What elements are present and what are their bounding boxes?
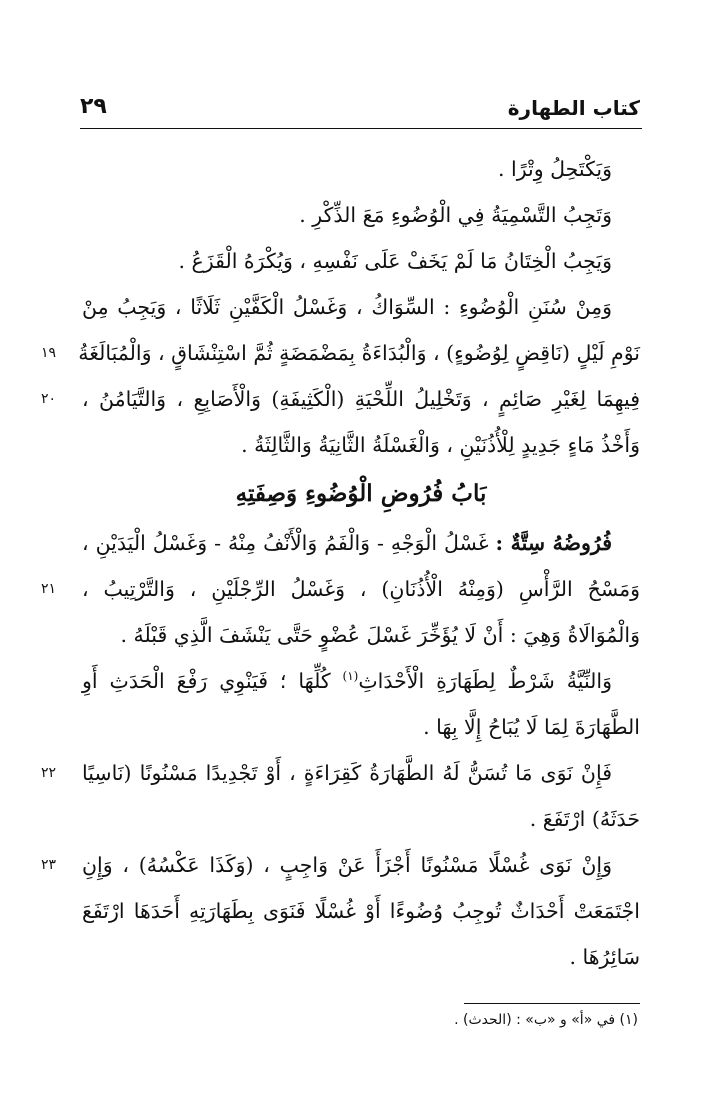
text-line <box>82 888 640 934</box>
line-number: ٢٠ <box>40 391 56 407</box>
line-text: وَالنِّيَّةُ شَرْطٌ لِطَهَارَةِ الْأَحْدَاثِ <box>358 669 612 693</box>
line-number: ٢١ <box>40 581 56 597</box>
line-text: وَالْمُوَالَاةُ وَهِيَ : أَنْ لَا يُؤَخِّرَ غَسْلَ عُضْوٍ حَتَّى يَنْشَفَ الَّذِي قَبْلَهُ . <box>120 623 640 647</box>
line-text: وَيَجِبُ الْخِتَانُ مَا لَمْ يَخَفْ عَلَى نَفْسِهِ ، وَيُكْرَهُ الْقَزَعُ . <box>178 249 612 273</box>
line-text: غَسْلُ الْوَجْهِ - وَالْفَمُ وَالْأَنْفُ مِنْهُ - وَغَسْلُ الْيَدَيْنِ ، <box>82 531 496 555</box>
line-text: وَأَخْذُ مَاءٍ جَدِيدٍ لِلْأُذُنَيْنِ ، وَالْغَسْلَةُ الثَّانِيَةُ وَالثَّالِثَةُ . <box>241 433 640 457</box>
line-text: حَدَثَهُ) ارْتَفَعَ . <box>529 807 640 831</box>
line-text: اجْتَمَعَتْ أَحْدَاثٌ تُوجِبُ وُضُوءًا أَوْ غُسْلًا فَنَوَى بِطَهَارَتِهِ أَحَدَهَا ارْتَفَعَ <box>82 899 640 923</box>
text-line <box>82 704 640 750</box>
page-number: ٢٩ <box>80 94 107 119</box>
text-line <box>82 796 640 842</box>
line-text: فَإِنْ نَوَى مَا تُسَنُّ لَهُ الطَّهَارَةُ كَقِرَاءَةٍ ، أَوْ تَجْدِيدًا مَسْنُونًا (نَاسِيًا <box>82 761 612 785</box>
text-line <box>82 192 640 238</box>
line-text: وَإِنْ نَوَى غُسْلًا مَسْنُونًا أَجْزَأَ عَنْ وَاجِبٍ ، (وَكَذَا عَكْسُهُ) ، وَإِنِ <box>82 853 612 877</box>
line-text: فِيهِمَا لِغَيْرِ صَائِمٍ ، وَتَخْلِيلُ اللِّحْيَةِ (الْكَثِيفَةِ) وَالْأَصَابِعِ ، وَالتَّيَامُنُ ، <box>82 387 640 411</box>
text-line <box>82 284 640 330</box>
footnote-marker: (١) <box>342 669 359 684</box>
text-line <box>82 238 640 284</box>
text-line <box>82 934 640 980</box>
line-text: نَوْمِ لَيْلٍ (نَاقِضٍ لِوُضُوءٍ) ، وَالْبُدَاءَةُ بِمَضْمَضَةٍ ثُمَّ اسْتِنْشَاقٍ ، وَالْمُبَالَغَةُ <box>78 341 640 365</box>
line-text: وَيَكْتَحِلُ وِتْرًا . <box>497 157 612 181</box>
line-text: وَمِنْ سُنَنِ الْوُضُوءِ : السِّوَاكُ ، وَغَسْلُ الْكَفَّيْنِ ثَلَاثًا ، وَيَجِبُ مِنْ <box>82 295 612 319</box>
line-number: ٢٣ <box>40 857 56 873</box>
text-line <box>82 146 640 192</box>
section-heading: بَابُ فُرُوضِ الْوُضُوءِ وَصِفَتِهِ <box>235 480 487 507</box>
running-header <box>80 92 640 126</box>
text-line <box>40 750 640 796</box>
text-line <box>40 842 640 888</box>
text-line <box>82 520 640 566</box>
text-line <box>40 330 640 376</box>
footnote-divider <box>464 1003 640 1004</box>
line-text: وَتَجِبُ التَّسْمِيَةُ فِي الْوُضُوءِ مَعَ الذِّكْرِ . <box>299 203 612 227</box>
line-text-tail: كُلِّهَا ؛ فَيَنْوِي رَفْعَ الْحَدَثِ أَوِ <box>82 669 343 693</box>
text-line <box>40 566 640 612</box>
text-line <box>82 612 640 658</box>
line-number: ٢٢ <box>40 765 56 781</box>
line-text: وَمَسْحُ الرَّأْسِ (وَمِنْهُ الْأُذُنَانِ) ، وَغَسْلُ الرِّجْلَيْنِ ، وَالتَّرْتِيبُ ، <box>82 577 640 601</box>
text-line <box>82 658 640 704</box>
text-line <box>40 376 640 422</box>
chapter-title: كتاب الطهارة <box>507 96 640 120</box>
text-line <box>82 422 640 468</box>
header-divider <box>80 128 642 129</box>
line-text: سَائِرُهَا . <box>569 945 640 969</box>
lead-phrase: فُرُوضُهُ سِتَّةٌ : <box>495 531 612 555</box>
main-text <box>40 146 640 980</box>
footnote: (١) في «أ» و «ب» : (الحدث) . <box>454 1012 638 1028</box>
line-number: ١٩ <box>40 345 56 361</box>
line-text: الطَّهَارَةَ لِمَا لَا يُبَاحُ إِلَّا بِهَا . <box>423 715 640 739</box>
